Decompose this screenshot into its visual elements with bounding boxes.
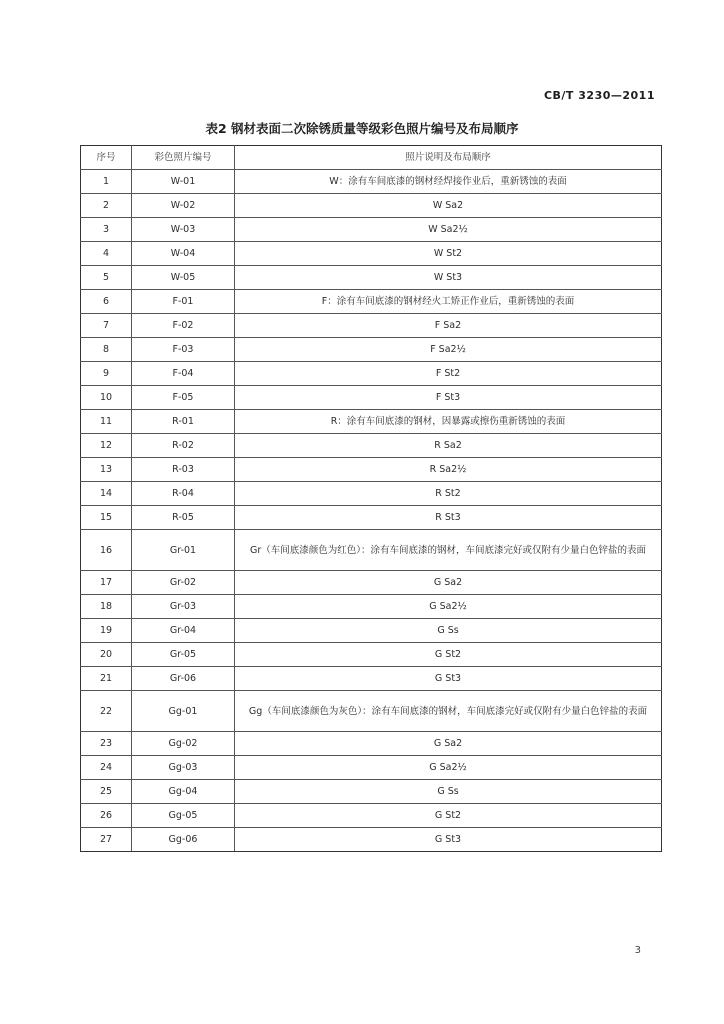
table-row bbox=[81, 194, 662, 218]
cell-photo-code: F-05 bbox=[132, 386, 235, 410]
table-row bbox=[81, 756, 662, 780]
table-header-row bbox=[81, 146, 662, 170]
cell-description: G Sa2½ bbox=[235, 756, 662, 780]
cell-serial: 22 bbox=[81, 691, 132, 732]
cell-serial: 4 bbox=[81, 242, 132, 266]
table-row bbox=[81, 571, 662, 595]
cell-description: G Sa2 bbox=[235, 571, 662, 595]
cell-serial: 11 bbox=[81, 410, 132, 434]
cell-serial: 21 bbox=[81, 667, 132, 691]
table-row bbox=[81, 410, 662, 434]
table-row bbox=[81, 828, 662, 852]
cell-photo-code: F-01 bbox=[132, 290, 235, 314]
table-body bbox=[81, 170, 662, 852]
cell-serial: 13 bbox=[81, 458, 132, 482]
col-header-serial: 序号 bbox=[81, 146, 132, 170]
table-row bbox=[81, 434, 662, 458]
cell-serial: 6 bbox=[81, 290, 132, 314]
cell-photo-code: Gr-04 bbox=[132, 619, 235, 643]
cell-photo-code: R-02 bbox=[132, 434, 235, 458]
table-row bbox=[81, 643, 662, 667]
standard-number: CB/T 3230—2011 bbox=[543, 89, 655, 102]
table-row bbox=[81, 314, 662, 338]
table-row bbox=[81, 530, 662, 571]
cell-serial: 19 bbox=[81, 619, 132, 643]
cell-serial: 25 bbox=[81, 780, 132, 804]
page-number: 3 bbox=[634, 945, 641, 956]
cell-serial: 3 bbox=[81, 218, 132, 242]
cell-serial: 15 bbox=[81, 506, 132, 530]
table-row bbox=[81, 667, 662, 691]
cell-description: G Sa2½ bbox=[235, 595, 662, 619]
col-header-photo-code: 彩色照片编号 bbox=[132, 146, 235, 170]
cell-photo-code: W-01 bbox=[132, 170, 235, 194]
cell-photo-code: F-03 bbox=[132, 338, 235, 362]
table-row bbox=[81, 362, 662, 386]
table-row bbox=[81, 338, 662, 362]
cell-photo-code: Gr-05 bbox=[132, 643, 235, 667]
cell-serial: 18 bbox=[81, 595, 132, 619]
cell-description: Gr（车间底漆颜色为红色）：涂有车间底漆的钢材，车间底漆完好或仅附有少量白色锌盐的表面 bbox=[235, 530, 662, 571]
cell-photo-code: Gr-06 bbox=[132, 667, 235, 691]
cell-serial: 26 bbox=[81, 804, 132, 828]
cell-photo-code: W-03 bbox=[132, 218, 235, 242]
cell-photo-code: Gg-02 bbox=[132, 732, 235, 756]
cell-photo-code: F-02 bbox=[132, 314, 235, 338]
table-row bbox=[81, 290, 662, 314]
photo-layout-table bbox=[80, 145, 662, 852]
table-row bbox=[81, 266, 662, 290]
cell-description: G Ss bbox=[235, 780, 662, 804]
table-row bbox=[81, 242, 662, 266]
cell-serial: 17 bbox=[81, 571, 132, 595]
cell-description: F：涂有车间底漆的钢材经火工矫正作业后，重新锈蚀的表面 bbox=[235, 290, 662, 314]
table-row bbox=[81, 732, 662, 756]
cell-serial: 20 bbox=[81, 643, 132, 667]
cell-photo-code: Gr-03 bbox=[132, 595, 235, 619]
cell-description: W St3 bbox=[235, 266, 662, 290]
cell-serial: 8 bbox=[81, 338, 132, 362]
cell-serial: 2 bbox=[81, 194, 132, 218]
cell-serial: 10 bbox=[81, 386, 132, 410]
cell-description: W Sa2 bbox=[235, 194, 662, 218]
table-row bbox=[81, 218, 662, 242]
table-row bbox=[81, 506, 662, 530]
cell-serial: 7 bbox=[81, 314, 132, 338]
cell-description: W Sa2½ bbox=[235, 218, 662, 242]
table-row bbox=[81, 619, 662, 643]
table-row bbox=[81, 804, 662, 828]
cell-description: W：涂有车间底漆的钢材经焊接作业后，重新锈蚀的表面 bbox=[235, 170, 662, 194]
table-title: 表2 钢材表面二次除锈质量等级彩色照片编号及布局顺序 bbox=[205, 121, 519, 136]
cell-photo-code: Gr-01 bbox=[132, 530, 235, 571]
cell-photo-code: W-02 bbox=[132, 194, 235, 218]
col-header-description: 照片说明及布局顺序 bbox=[235, 146, 662, 170]
table-row bbox=[81, 780, 662, 804]
cell-serial: 23 bbox=[81, 732, 132, 756]
cell-description: G St3 bbox=[235, 828, 662, 852]
cell-photo-code: Gg-01 bbox=[132, 691, 235, 732]
cell-serial: 5 bbox=[81, 266, 132, 290]
cell-serial: 27 bbox=[81, 828, 132, 852]
table-row bbox=[81, 595, 662, 619]
cell-photo-code: R-03 bbox=[132, 458, 235, 482]
table-row bbox=[81, 691, 662, 732]
cell-description: G Sa2 bbox=[235, 732, 662, 756]
cell-description: F St3 bbox=[235, 386, 662, 410]
cell-photo-code: R-04 bbox=[132, 482, 235, 506]
cell-photo-code: F-04 bbox=[132, 362, 235, 386]
cell-photo-code: Gg-03 bbox=[132, 756, 235, 780]
cell-description: R Sa2½ bbox=[235, 458, 662, 482]
cell-serial: 16 bbox=[81, 530, 132, 571]
table-row bbox=[81, 386, 662, 410]
cell-photo-code: Gr-02 bbox=[132, 571, 235, 595]
cell-description: Gg（车间底漆颜色为灰色）：涂有车间底漆的钢材，车间底漆完好或仅附有少量白色锌盐的表面 bbox=[235, 691, 662, 732]
cell-serial: 1 bbox=[81, 170, 132, 194]
cell-description: R Sa2 bbox=[235, 434, 662, 458]
table-row bbox=[81, 170, 662, 194]
cell-serial: 24 bbox=[81, 756, 132, 780]
cell-description: G St2 bbox=[235, 643, 662, 667]
cell-photo-code: Gg-06 bbox=[132, 828, 235, 852]
cell-description: F St2 bbox=[235, 362, 662, 386]
cell-description: G St3 bbox=[235, 667, 662, 691]
cell-description: R St3 bbox=[235, 506, 662, 530]
cell-serial: 9 bbox=[81, 362, 132, 386]
cell-description: G Ss bbox=[235, 619, 662, 643]
cell-description: R St2 bbox=[235, 482, 662, 506]
cell-photo-code: W-05 bbox=[132, 266, 235, 290]
cell-photo-code: R-01 bbox=[132, 410, 235, 434]
cell-description: F Sa2½ bbox=[235, 338, 662, 362]
cell-photo-code: R-05 bbox=[132, 506, 235, 530]
cell-description: F Sa2 bbox=[235, 314, 662, 338]
cell-description: W St2 bbox=[235, 242, 662, 266]
cell-photo-code: Gg-04 bbox=[132, 780, 235, 804]
table-row bbox=[81, 482, 662, 506]
cell-photo-code: W-04 bbox=[132, 242, 235, 266]
cell-description: G St2 bbox=[235, 804, 662, 828]
cell-serial: 12 bbox=[81, 434, 132, 458]
cell-photo-code: Gg-05 bbox=[132, 804, 235, 828]
cell-serial: 14 bbox=[81, 482, 132, 506]
table-row bbox=[81, 458, 662, 482]
cell-description: R：涂有车间底漆的钢材，因暴露或擦伤重新锈蚀的表面 bbox=[235, 410, 662, 434]
